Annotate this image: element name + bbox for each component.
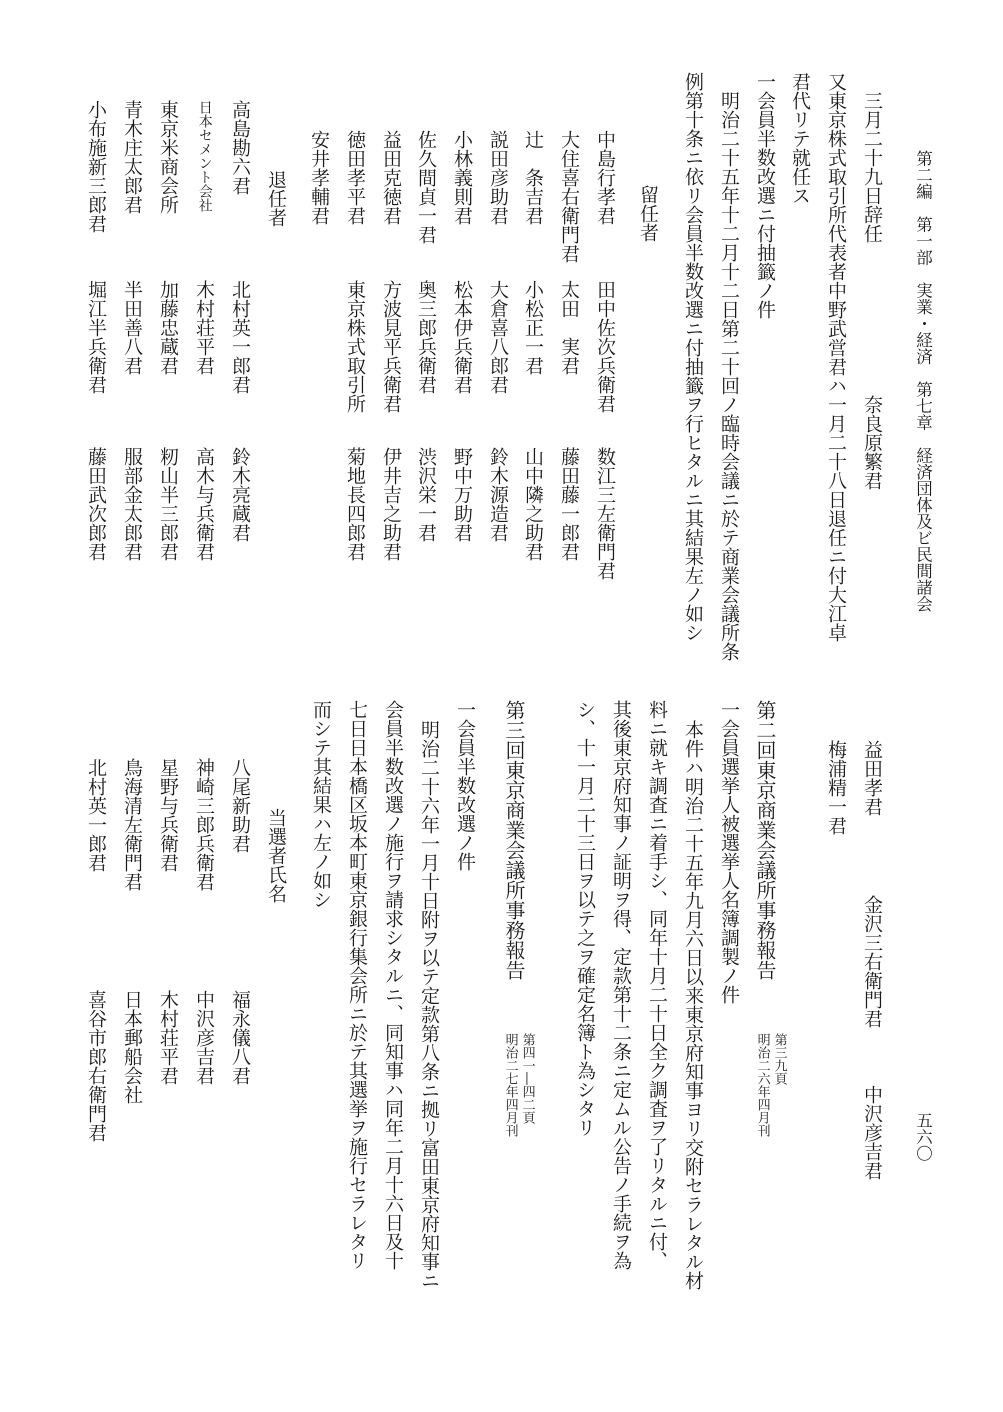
- retired-heading: 退任者: [265, 170, 287, 227]
- retained-r3-c0: 説田彦助君: [487, 130, 509, 225]
- retained-r5-c1: 奥三郎兵衛君: [415, 280, 437, 394]
- upper-line-6: 例第十条ニ依リ会員半数改選ニ付抽籤ヲ行ヒタルニ其結果左ノ如シ: [682, 72, 704, 642]
- elected-r3-c0: 鳥海清左衛門君: [121, 758, 143, 891]
- retired-r4-c2: 藤田武次郎君: [85, 447, 107, 561]
- retired-r0-c2: 鈴木亮蔵君: [229, 447, 251, 542]
- carry-r0-c1: 金沢三右衛門君: [861, 895, 883, 1028]
- retained-r4-c0: 小林義則君: [451, 130, 473, 225]
- elected-r2-c0: 星野与兵衛君: [157, 758, 179, 872]
- elected-r3-c1: 日本郵船会社: [121, 990, 143, 1104]
- page-number: 五六〇: [913, 1112, 933, 1162]
- report2-body-1: 本件ハ明治二十五年九月六日以来東京府知事ヨリ交附セラレタル材: [682, 720, 704, 1290]
- retained-r6-c0: 益田克徳君: [380, 130, 402, 225]
- report3-body-3: 七日日本橋区坂本町東京銀行集会所ニ於テ其選挙ヲ施行セラレタリ: [346, 700, 368, 1270]
- running-header: 第二編 第一部 実業・経済 第七章 経済団体及ビ民間諸会: [913, 150, 933, 612]
- upper-line-4: 一会員半数改選ニ付抽籤ノ件: [754, 72, 776, 319]
- retired-r1-c1: 木村荘平君: [193, 280, 215, 375]
- retained-r2-c0: 辻 条吉君: [522, 130, 544, 225]
- upper-line-5: 明治二十五年十二月十二日第二十回ノ臨時会議ニ於テ商業会議所条: [718, 91, 740, 661]
- report3-item: 一会員半数改選ノ件: [454, 700, 476, 871]
- report2-note-1: 第三九頁: [771, 1033, 787, 1085]
- retained-r0-c0: 中島行孝君: [594, 130, 616, 225]
- report3-note-1: 第四一―四二頁: [519, 1033, 535, 1124]
- retained-r3-c1: 大倉喜八郎君: [487, 280, 509, 394]
- retired-r2-c2: 籾山半三郎君: [157, 447, 179, 561]
- retained-r5-c2: 渋沢栄一君: [415, 447, 437, 542]
- report3-body-1: 明治二十六年一月十日附ヲ以テ定款第八条ニ拠リ富田東京府知事ニ: [418, 720, 440, 1290]
- retained-r2-c1: 小松正一君: [522, 280, 544, 375]
- retained-r1-c0: 大住喜右衛門君: [558, 130, 580, 263]
- report3-body-2: 会員半数改選ノ施行ヲ請求シタルニ、同知事ハ同年二月十六日及十: [382, 700, 404, 1270]
- upper-line-3: 君代リテ就任ス: [789, 72, 811, 205]
- report3-title: 第三回東京商業会議所事務報告: [502, 700, 526, 980]
- retired-r3-c2: 服部金太郎君: [121, 447, 143, 561]
- upper-line-2: 又東京株式取引所代表者中野武営君ハ一月二十八日退任ニ付大江卓: [825, 72, 847, 642]
- carry-r0-c0: 益田孝君: [861, 740, 883, 816]
- report2-body-3: 其後東京府知事ノ証明ヲ得、定款第十二条ニ定ムル公告ノ手続ヲ為: [610, 700, 632, 1270]
- elected-r4-c0: 北村英一郎君: [85, 758, 107, 872]
- retained-r7-c0: 徳田孝平君: [344, 130, 366, 225]
- retired-r4-c0: 小布施新三郎君: [85, 100, 107, 233]
- elected-r1-c0: 神崎三郎兵衛君: [193, 758, 215, 891]
- report2-note-2: 明治二六年四月刊: [754, 1033, 770, 1137]
- report2-item: 一会員選挙人被選挙人名簿調製ノ件: [718, 700, 740, 1004]
- retained-r7-c1: 東京株式取引所: [344, 280, 366, 413]
- retained-r7-c2: 菊地長四郎君: [344, 447, 366, 561]
- retired-r0-c0: 高島勘六君: [229, 100, 251, 195]
- elected-r0-c1: 福永儀八君: [229, 990, 251, 1085]
- retained-r4-c1: 松本伊兵衛君: [451, 280, 473, 394]
- upper-line-1: 三月二十九日辞任 奈良原繁君: [861, 91, 883, 490]
- retired-r2-c1: 加藤忠蔵君: [157, 280, 179, 375]
- retired-r0-c1: 北村英一郎君: [229, 280, 251, 394]
- retained-r1-c2: 藤田藤一郎君: [558, 447, 580, 561]
- retired-r1-c0: 日本セメント会社: [196, 100, 213, 212]
- elected-heading: 当選者氏名: [265, 808, 287, 903]
- carry-r1-c0: 梅浦精一君: [825, 740, 847, 835]
- retained-r5-c0: 佐久間貞一君: [415, 130, 437, 244]
- retained-r6-c2: 伊井吉之助君: [380, 447, 402, 561]
- retained-r3-c2: 鈴木源造君: [487, 447, 509, 542]
- retained-r1-c1: 太田 実君: [558, 280, 580, 375]
- retired-r2-c0: 東京米商会所: [157, 100, 179, 214]
- retained-r2-c2: 山中隣之助君: [522, 447, 544, 561]
- elected-r0-c0: 八尾新助君: [229, 758, 251, 853]
- retained-r4-c2: 野中万助君: [451, 447, 473, 542]
- elected-r1-c1: 中沢彦吉君: [193, 990, 215, 1085]
- retained-r0-c2: 数江三左衛門君: [594, 447, 616, 580]
- report2-title: 第二回東京商業会議所事務報告: [753, 700, 777, 980]
- report2-body-4: シ、十一月二十三日ヲ以テ之ヲ確定名簿ト為シタリ: [574, 700, 596, 1137]
- retired-r3-c0: 青木庄太郎君: [121, 100, 143, 214]
- retained-r6-c1: 方波見平兵衛君: [380, 280, 402, 413]
- retired-r4-c1: 堀江半兵衛君: [85, 280, 107, 394]
- retained-r8-c0: 安井孝輔君: [308, 130, 330, 225]
- report3-body-4: 而シテ其結果ハ左ノ如シ: [310, 700, 332, 909]
- retained-heading: 留任者: [637, 185, 659, 242]
- report2-body-2: 料ニ就キ調査ニ着手シ、同年十月二十日全ク調査ヲ了リタルニ付、: [646, 700, 668, 1270]
- retained-r0-c1: 田中佐次兵衛君: [594, 280, 616, 413]
- retired-r3-c1: 半田善八君: [121, 280, 143, 375]
- report3-note-2: 明治二七年四月刊: [502, 1033, 518, 1137]
- carry-r0-c2: 中沢彦吉君: [861, 1085, 883, 1180]
- elected-r2-c1: 木村荘平君: [157, 990, 179, 1085]
- elected-r4-c1: 喜谷市郎右衛門君: [85, 990, 107, 1142]
- retired-r1-c2: 高木与兵衛君: [193, 447, 215, 561]
